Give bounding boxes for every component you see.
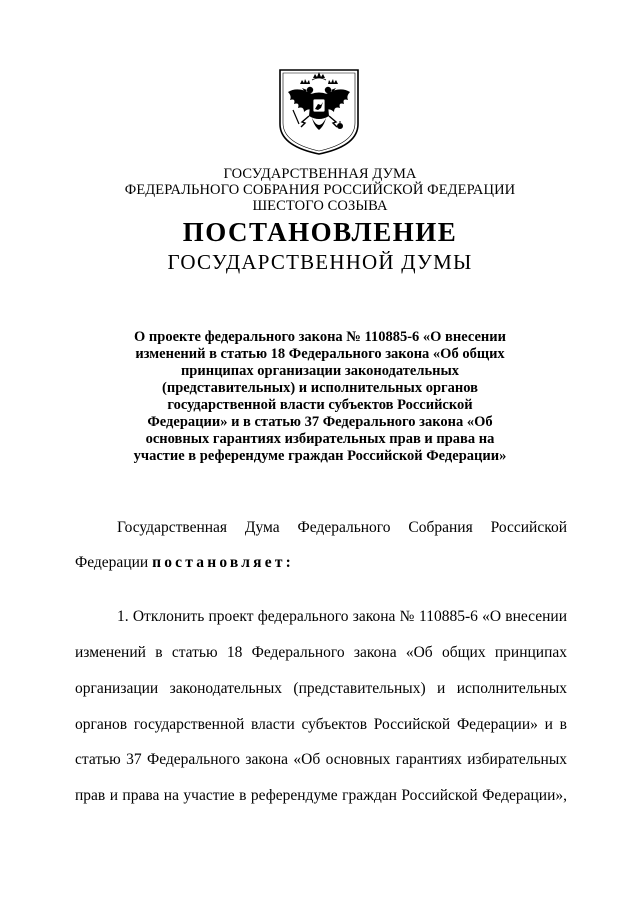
header-line: ФЕДЕРАЛЬНОГО СОБРАНИЯ РОССИЙСКОЙ ФЕДЕРАЦИИ	[124, 182, 516, 198]
clause-line: статью 37 Федерального закона «Об основных гарантиях избирательных	[75, 751, 567, 768]
subject-line: государственной власти субъектов Российской	[167, 397, 473, 413]
document-type-title: ПОСТАНОВЛЕНИЕ	[182, 217, 458, 247]
preamble-line: Государственная Дума Федерального Собрания Российской	[117, 519, 567, 536]
issuer-header	[40, 166, 600, 214]
subject-line: основных гарантиях избирательных прав и права на	[145, 431, 495, 447]
resolution-subject	[100, 329, 540, 465]
header-line: ГОСУДАРСТВЕННАЯ ДУМА	[223, 166, 417, 182]
document-issuer-title: ГОСУДАРСТВЕННОЙ ДУМЫ	[167, 250, 473, 274]
header-line: ШЕСТОГО СОЗЫВА	[252, 198, 388, 214]
preamble-line	[75, 553, 294, 573]
subject-line: Федерации» и в статью 37 Федерального закона «Об	[147, 414, 493, 430]
clause-line: прав и права на участие в референдуме граждан Российской Федерации»,	[75, 787, 567, 804]
subject-line: участие в референдуме граждан Российской Федерации»	[133, 448, 507, 464]
clause-line: организации законодательных (представительных) и исполнительных	[75, 680, 567, 697]
clause-line: 1. Отклонить проект федерального закона № 110885-6 «О внесении	[117, 608, 567, 625]
clause-line: органов государственной власти субъектов Российской Федерации» и в	[75, 716, 567, 733]
resolution-verb: постановляет:	[152, 554, 294, 571]
subject-line: (представительных) и исполнительных органов	[162, 380, 478, 396]
subject-line: изменений в статью 18 Федерального закона «Об общих	[135, 346, 505, 362]
russian-coat-of-arms-icon	[274, 66, 364, 156]
subject-line: принципах организации законодательных	[180, 363, 460, 379]
subject-line: О проекте федерального закона № 110885-6 «О внесении	[134, 329, 506, 345]
preamble-subject: Федерации	[75, 554, 149, 571]
clause-line: изменений в статью 18 Федерального закона «Об общих принципах	[75, 644, 567, 661]
